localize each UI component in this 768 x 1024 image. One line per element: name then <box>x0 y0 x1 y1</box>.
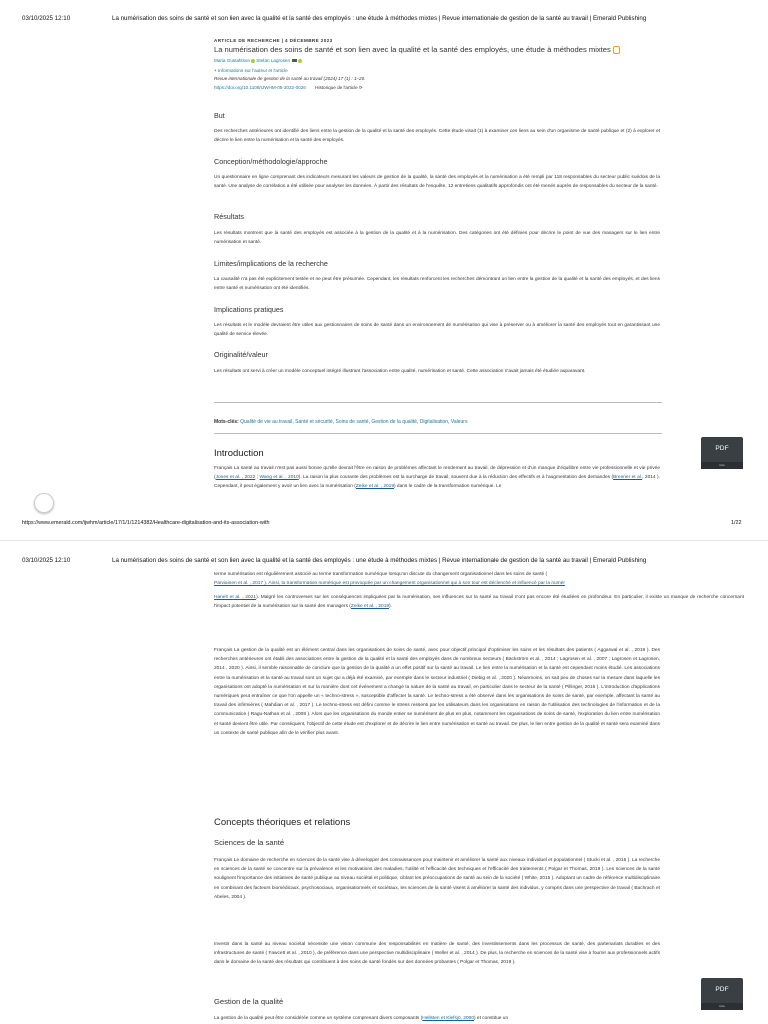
abstract-text-purpose: Des recherches antérieures ont identifié des liens entre la gestion de la qualité et la santé des employés. Cette étude visait (1) à examiner ces liens au sein d'un organisme de santé publique et (2) à explorer et décrire le lien entre la numérisation et la santé des employés. <box>214 129 660 144</box>
pdf-button-sub: Aide <box>701 1003 743 1010</box>
keyword-link[interactable]: Santé et sécurité <box>295 419 333 425</box>
abstract-heading-originality: Originalité/valeur <box>214 350 268 359</box>
abstract-text-originality: Les résultats ont servi à créer un modèle conceptuel intégré illustrant l'association entre qualité, numérisation et santé. Cette association n'avait jamais été étudiée auparavant. <box>214 369 586 374</box>
print-footer-url: https://www.emerald.com/ijwhm/article/17/1/1/1214382/Healthcare-digitalisation-and-its-association-with <box>22 520 270 526</box>
author-name[interactable]: Stefan Lagrosen <box>256 58 290 63</box>
subsection-heading: Sciences de la santé <box>214 838 285 847</box>
author-list <box>214 56 302 65</box>
body-paragraph <box>214 570 744 611</box>
keyword-link[interactable]: Gestion de la qualité <box>371 419 417 425</box>
pdf-button-label: PDF <box>715 445 729 452</box>
text-run: Français La santé au travail n'est pas aussi bonne qu'elle devrait l'être en raison de problèmes affectant le rendement au travail, de dépression et d'un manque d'équilibre entre vie professionnelle et vie privée ( <box>214 466 660 481</box>
citation-link[interactable]: Wang et al. , 2010 <box>259 475 299 481</box>
keyword-link[interactable]: Digitalisation <box>419 419 449 425</box>
print-header-title: La numérisation des soins de santé et son lien avec la qualité et la santé des employés : une étude à méthodes mixtes | Revue internationale de gestion de la santé au travail | Emerald Publishing <box>112 557 647 564</box>
citation-link[interactable]: Hellsten et Klefsjö, 2000 <box>422 1016 474 1021</box>
body-paragraph <box>214 1014 660 1023</box>
abstract-text-findings: Les résultats montrent que la santé des employés est associée à la gestion de la qualité et à la numérisation. Des catégories ont été définies pour décrire le point de vue des managers sur le lien entre numérisation et santé. <box>214 231 660 246</box>
article-meta-line: ARTICLE DE RECHERCHE | 4 DÉCEMBRE 2023 <box>214 38 333 43</box>
intro-heading: Introduction <box>214 448 264 459</box>
text-run: , 2014 ). Cependant, il peut également y avoir un lien avec la numérisation ( <box>214 475 660 490</box>
citation-link[interactable]: Hanelt et al. , 2021 <box>214 594 257 600</box>
keywords-label: Mots-clés: <box>214 419 239 425</box>
body-paragraph: Français Le domaine de recherche en sciences de la santé vise à développer des connaissances pour maintenir et améliorer la santé aux niveaux individuel et populationnel ( Stucki et al. , 2016 ). La recherche en sciences de la santé se concentre sur la prévalence et les motivations des maladies, l'utilité et l'efficacité des techniques et l'efficacité des traitements ( Polgar et Thomas, 2019 ). Les sciences de la santé soulignent l'importance des initiatives de santé publique au niveau sociétal et politique, ciblant les préoccupations de santé au sein de la société ( White, 2015 ). Adoptant un cadre de référence multidisciplinaire en combinant des facteurs biomédicaux, psychosociaux, organisationnels et sociétaux, les sciences de la santé visent à améliorer la santé des individus, y compris dans une perspective de travail ( Bachrach et Abeles, 2004 ). <box>214 858 660 900</box>
mail-icon[interactable] <box>292 59 297 62</box>
abstract-text-practical: Les résultats et le modèle devraient être utiles aux gestionnaires de soins de santé dans un environnement de numérisation qui vise à préserver ou à améliorer la santé des employés tout en garantissant une qualité de service élevée. <box>214 323 660 338</box>
pdf-button[interactable] <box>701 978 743 1010</box>
open-access-icon <box>613 46 620 54</box>
text-run: ). La raison la plus courante des problèmes est la surcharge de travail, souvent due à la réduction des effectifs et à l'augmentation des demandes ( <box>298 475 614 481</box>
section-heading: Concepts théoriques et relations <box>214 817 351 828</box>
abstract-heading-findings: Résultats <box>214 212 244 221</box>
plus-icon: + <box>214 68 217 73</box>
text-run: La gestion de la qualité peut être considérée comme un système comprenant divers composants ( <box>214 1016 423 1021</box>
history-icon[interactable]: ⟳ <box>358 85 363 90</box>
abstract-heading-design: Conception/méthodologie/approche <box>214 157 328 166</box>
author-name[interactable]: Maria Gustafsson <box>214 58 250 63</box>
doi-row <box>214 83 363 92</box>
body-paragraph: Investir dans la santé au niveau sociétal nécessite une vision commune des responsabilités en matière de santé, des investissements dans les processus de santé, des partenariats durables et des infrastructures de santé ( Fawcett et al. , 2010 ), de préférence dans une perspective multidisciplinaire ( Weller et al. , 2014 ). De plus, la recherche en sciences de la santé vise à fournir aux professionnels actifs dans le domaine de la santé des résultats qui contribuent à des soins de santé fondés sur des données probantes ( Polgar et Thomas, 2019 ). <box>214 942 660 966</box>
round-action-button[interactable] <box>34 493 54 513</box>
text-run: ) dans le cadre de la transformation numérique. Le <box>394 484 502 490</box>
citation-link[interactable]: Jones et al. , 2022 <box>215 475 256 481</box>
body-paragraph: Français La gestion de la qualité est un élément central dans les organisations de soins de santé, avec pour objectif principal d'optimiser les soins et les résultats des patients ( Aggarwal et al. , 2019 ). Des recherches antérieures ont établi des associations entre la gestion de la qualité et la santé des employés dans de nombreux secteurs ( Bäckström et al. , 2014 ; Lagrosen et al. , 2007 ; Lagrosen et Lagrosen, 2014 , 2020 ). Ainsi, il semble raisonnable de conclure que la gestion de la qualité a un effet positif sur la santé au travail. Le lien entre la numérisation et la santé est cependant moins étudié. Les associations entre la numérisation et la santé au travail sont un sujet qui a déjà été examiné, par exemple dans le secteur industriel ( Diebig et al. , 2020 ). Néanmoins, on sait peu de choses sur la mesure dans laquelle les organisations ont adopté la numérisation et sur la manière dont cet événement a changé la nature de la santé au travail, en particulier dans le secteur de la santé ( Pillinger, 2016 ). L'introduction d'applications numériques peut entraîner ce que l'on appelle un « techno-stress », susceptible d'affecter la santé. Le techno-stress a été observé dans les organisations de soins de santé, par exemple, affectant la santé au travail des infirmières ( Mahdian et al. , 2017 ). Le techno-stress est défini comme le stress ressenti par les utilisateurs dans les organisations en raison de l'utilisation des technologies de l'information et de la communication ( Ragu-Nathan et al. , 2008 ). Alors que les organisations du monde entier se numérisent de plus en plus, notamment les organisations de soins de santé, l'exploration du lien entre numérisation et santé devient être utile. Par conséquent, l'objectif de cette étude est d'explorer et de décrire le lien entre numérisation et santé au travail. De plus, le lien entre gestion de la qualité et santé sera examiné dans un contexte de santé publique afin de le vérifier plus avant. <box>214 648 660 736</box>
citation-link[interactable]: Brenner et al. <box>613 475 643 481</box>
keyword-link[interactable]: Qualité de vie au travail <box>240 419 293 425</box>
pdf-button-sub: Aide <box>701 462 743 469</box>
author-info-link[interactable]: Informations sur l'auteur et l'article <box>217 68 288 73</box>
print-header-title: La numérisation des soins de santé et son lien avec la qualité et la santé des employés : une étude à méthodes mixtes | Revue internationale de gestion de la santé au travail | Emerald Publishing <box>112 15 647 22</box>
text-run: ). Malgré les controverses sur les conséquences impliquées par la numérisation, ses influences sur la santé au travail n'ont pas encore été étudiées en profondeur. En particulier, il existe un manque de recherche concernant l'impact potentiel de la numérisation sur la santé des managers ( <box>214 594 744 609</box>
print-footer-page: 1/22 <box>731 520 742 526</box>
text-run: ). <box>389 603 392 609</box>
abstract-text-limits: La causalité n'a pas été explicitement testée et ne peut être présumée. Cependant, les résultats renforcent les recherches démontrant un lien entre la gestion de la qualité et la santé des employés, et des liens entre santé et numérisation ont été identifiés. <box>214 277 660 292</box>
subsection-heading: Gestion de la qualité <box>214 997 284 1006</box>
article-title-text: La numérisation des soins de santé et son lien avec la qualité et la santé des employés, une étude à méthodes mixtes <box>214 45 611 54</box>
text-run: terme numérisation est régulièrement associé au terme transformation numérique lorsqu'on discute du changement organisationnel dans les soins de santé ( <box>214 572 548 577</box>
text-run: ) et constitue un <box>473 1016 509 1021</box>
abstract-heading-practical: Implications pratiques <box>214 305 284 314</box>
keyword-link[interactable]: Soins de santé <box>335 419 369 425</box>
citation-link[interactable]: Zeike et al. , 2019 <box>350 603 390 609</box>
citation-link[interactable]: Parviainen et al. , 2017 ). Ainsi, la transformation numérique est provoquée par un changement organisationnel qui à son tour est déclenché et influencé par la numér <box>214 581 565 587</box>
pdf-button[interactable] <box>701 437 743 469</box>
abstract-text-design: Un questionnaire en ligne comprenant des indicateurs mesurant les valeurs de gestion de la qualité, la santé des employés et la numérisation a été rempli par 118 responsables du secteur public suédois de la santé. Une analyse de corrélation a été utilisée pour analyser les données. À partir des résultats de l'enquête, 12 entretiens qualitatifs approfondis ont été menés auprès de responsables du secteur de la santé. <box>214 175 660 190</box>
journal-citation: Revue internationale de gestion de la santé au travail (2024) 17 (1) : 1–20. <box>214 76 366 81</box>
article-history-link[interactable]: Historique de l'article <box>315 85 358 90</box>
divider <box>214 402 662 403</box>
abstract-heading-purpose: But <box>214 111 225 120</box>
article-title <box>214 45 620 54</box>
doi-link[interactable]: https://doi.org/10.1108/IJWHM-05-2022-0026 <box>214 85 306 90</box>
print-timestamp: 03/10/2025 12:10 <box>22 15 71 22</box>
divider <box>214 433 662 434</box>
print-timestamp: 03/10/2025 12:10 <box>22 557 71 564</box>
page-break <box>0 540 768 541</box>
citation-link[interactable]: Zeike et al. , 2019 <box>355 484 394 490</box>
intro-paragraph: Français La santé au travail n'est pas aussi bonne qu'elle devrait l'être en raison de problèmes affectant le rendement au travail, de dépression et d'un manque d'équilibre entre vie professionnelle et vie privée (Jones et al. , 2022 ; Wang et al. , 2010). La raison la plus courante des problèmes est la surcharge de travail, souvent due à la réduction des effectifs et à l'augmentation des demandes (Brenner et al., 2014 ). Cependant, il peut également y avoir un lien avec la numérisation (Zeike et al. , 2019) dans le cadre de la transformation numérique. Le <box>214 466 660 490</box>
pdf-button-label: PDF <box>715 986 729 993</box>
orcid-icon[interactable] <box>251 59 255 63</box>
abstract-heading-limits: Limites/implications de la recherche <box>214 259 328 268</box>
keywords-row: Mots-clés: Qualité de vie au travail, Santé et sécurité, Soins de santé, Gestion de la qualité, Digitalisation, Valeurs <box>214 419 468 425</box>
keyword-link[interactable]: Valeurs <box>450 419 468 425</box>
orcid-icon[interactable] <box>298 59 302 63</box>
